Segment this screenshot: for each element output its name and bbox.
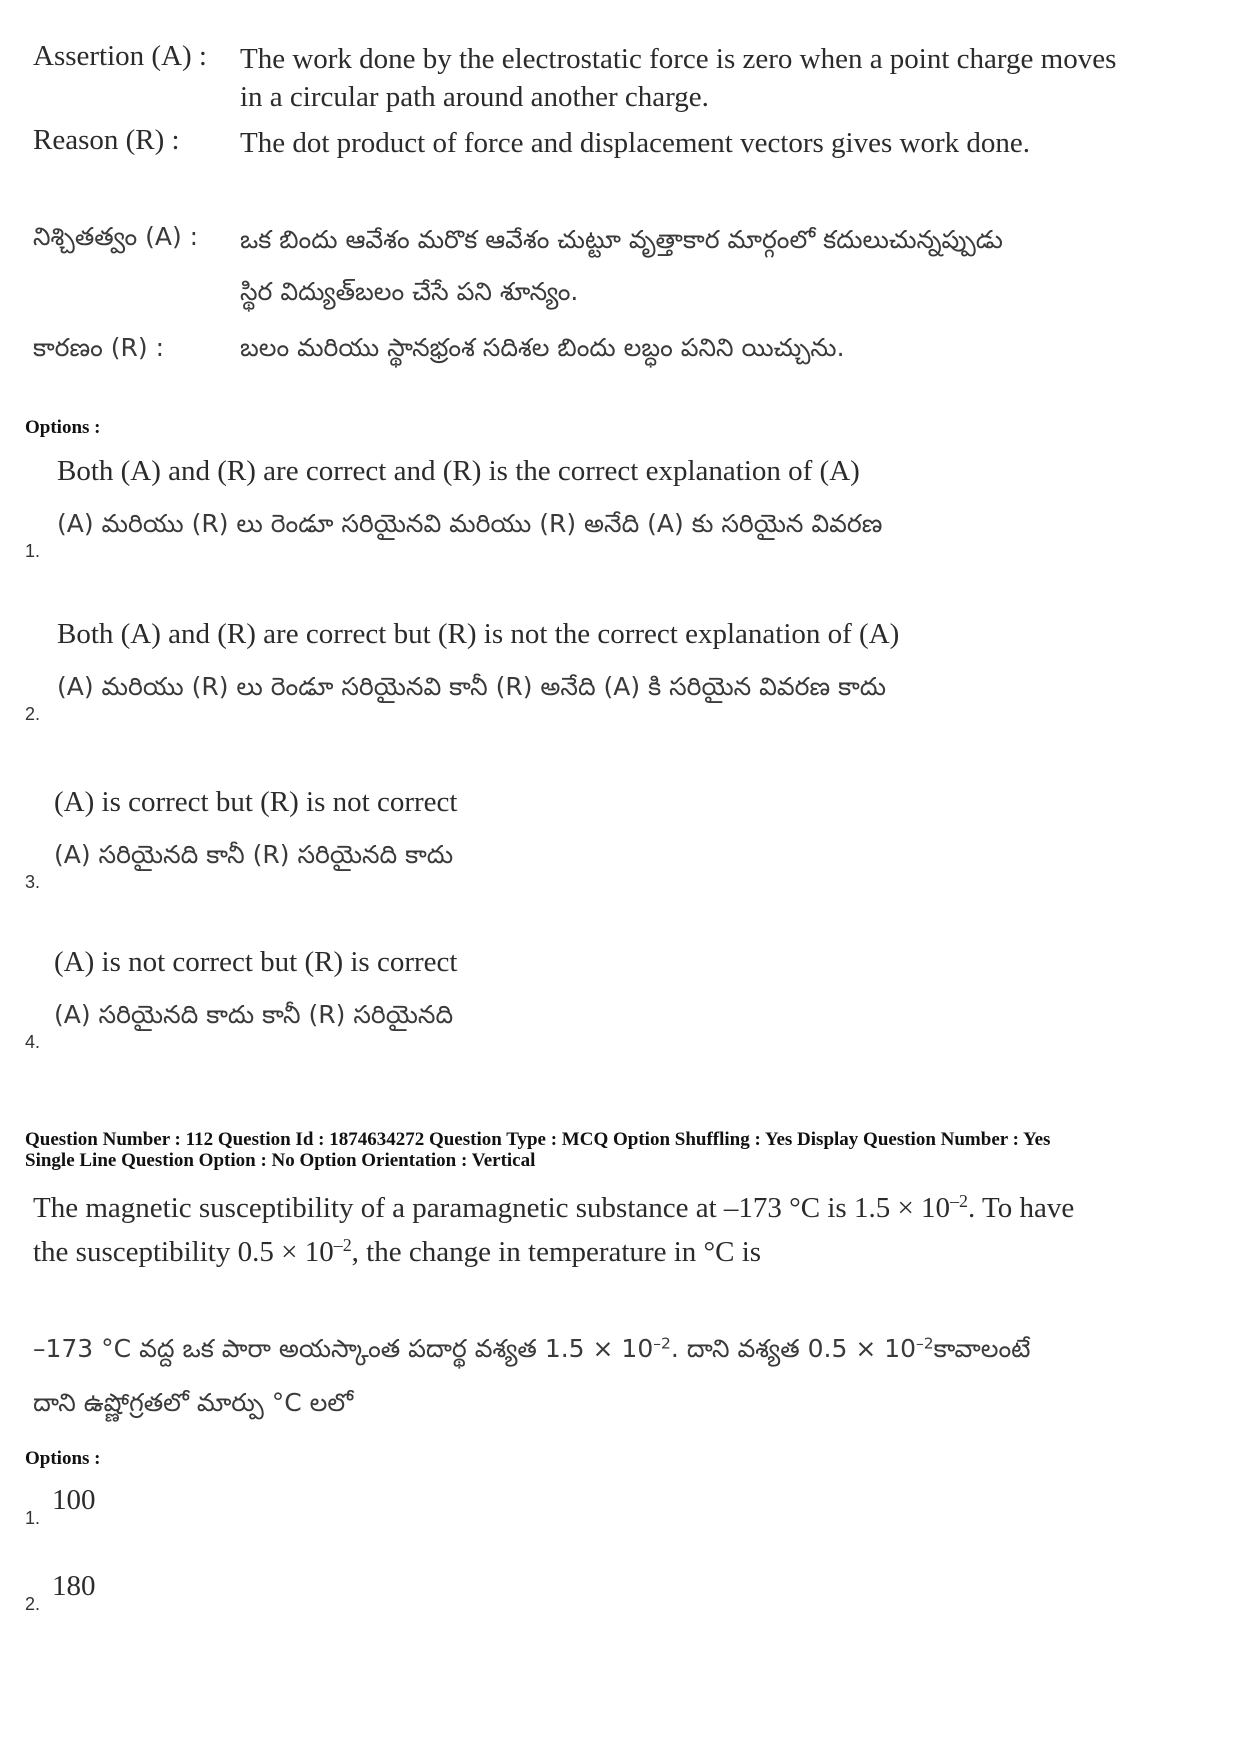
q112-question-en [33, 1186, 1074, 1274]
q112-question-en-line1 [33, 1186, 1074, 1230]
q112-te-exponent-1: –2 [653, 1334, 671, 1353]
q112-option-1-number: 1. [25, 1508, 41, 1528]
q111-option-3-number: 3. [25, 872, 41, 892]
reason-text-en: The dot product of force and displacement vectors gives work done. [240, 127, 1030, 159]
q111-option-3-te: (A) సరియైనది కానీ (R) సరియైనది కాదు [54, 840, 454, 869]
q112-te-line1-part-b: . దాని వశ్యత 0.5 × 10 [670, 1334, 917, 1363]
reason-text-te: బలం మరియు స్థానభ్రంశ సదిశల బిందు లబ్ధం పనిని యిచ్చును. [240, 333, 845, 362]
q112-en-line2-part-a: the susceptibility 0.5 × 10 [33, 1236, 334, 1268]
q112-en-line2-part-b: , the change in temperature in °C is [351, 1236, 762, 1268]
q112-option-1-value: 100 [52, 1484, 96, 1516]
assertion-text-te-line2: స్థిర విద్యుత్‌బలం చేసే పని శూన్యం. [240, 277, 579, 306]
q111-option-2-number: 2. [25, 704, 41, 724]
q112-option-2-number: 2. [25, 1594, 41, 1614]
assertion-text-te [240, 214, 1220, 318]
reason-label-en: Reason (R) : [33, 124, 180, 156]
q112-question-te-line1 [33, 1322, 1030, 1376]
q112-te-exponent-2: –2 [916, 1334, 934, 1353]
q112-en-exponent-2: –2 [333, 1235, 352, 1256]
q112-en-line1-part-b: . To have [968, 1192, 1075, 1224]
q111-option-3-en: (A) is correct but (R) is not correct [54, 786, 458, 818]
q111-option-1-te: (A) మరియు (R) లు రెండూ సరియైనవి మరియు (R) అనేది (A) కు సరియైన వివరణ [57, 509, 883, 538]
q111-option-4-number: 4. [25, 1032, 41, 1052]
q111-option-1-en: Both (A) and (R) are correct and (R) is the correct explanation of (A) [57, 455, 860, 487]
reason-label-te: కారణం (R) : [33, 333, 165, 362]
options-label-q111: Options : [25, 417, 101, 438]
assertion-text-en [240, 40, 1220, 116]
q111-option-4-en: (A) is not correct but (R) is correct [54, 946, 458, 978]
q112-question-en-line2 [33, 1230, 1074, 1274]
assertion-label-en: Assertion (A) : [33, 40, 207, 72]
options-label-q112: Options : [25, 1448, 101, 1469]
q112-te-line1-part-a: –173 °C వద్ద ఒక పారా అయస్కాంత పదార్థ వశ్యత 1.5 × 10 [33, 1334, 654, 1363]
q111-option-2-en: Both (A) and (R) are correct but (R) is not the correct explanation of (A) [57, 618, 900, 650]
q112-meta-line2: Single Line Question Option : No Option Orientation : Vertical [25, 1150, 536, 1171]
assertion-text-en-line1: The work done by the electrostatic force is zero when a point charge moves [240, 43, 1117, 75]
q111-option-2-te: (A) మరియు (R) లు రెండూ సరియైనవి కానీ (R) అనేది (A) కి సరియైన వివరణ కాదు [57, 672, 887, 701]
assertion-text-te-line1: ఒక బిందు ఆవేశం మరొక ఆవేశం చుట్టూ వృత్తాకార మార్గంలో కదులుచున్నప్పుడు [240, 225, 1003, 254]
q112-meta-line1: Question Number : 112 Question Id : 1874634272 Question Type : MCQ Option Shuffling : Yes Display Question Number : Yes [25, 1129, 1051, 1150]
q112-te-line1-part-c: కావాలంటే [933, 1334, 1031, 1363]
q112-question-te [33, 1322, 1030, 1430]
q112-option-2-value: 180 [52, 1570, 96, 1602]
assertion-text-en-line2: in a circular path around another charge. [240, 81, 709, 113]
q111-option-4-te: (A) సరియైనది కాదు కానీ (R) సరియైనది [54, 1000, 454, 1029]
q112-en-line1-part-a: The magnetic susceptibility of a paramagnetic substance at –173 °C is 1.5 × 10 [33, 1192, 951, 1224]
q111-option-1-number: 1. [25, 541, 41, 561]
q112-question-te-line2: దాని ఉష్ణోగ్రతలో మార్పు °C లలో [33, 1388, 354, 1417]
q112-en-exponent-1: –2 [950, 1191, 969, 1212]
assertion-label-te: నిశ్చితత్వం (A) : [33, 222, 199, 251]
